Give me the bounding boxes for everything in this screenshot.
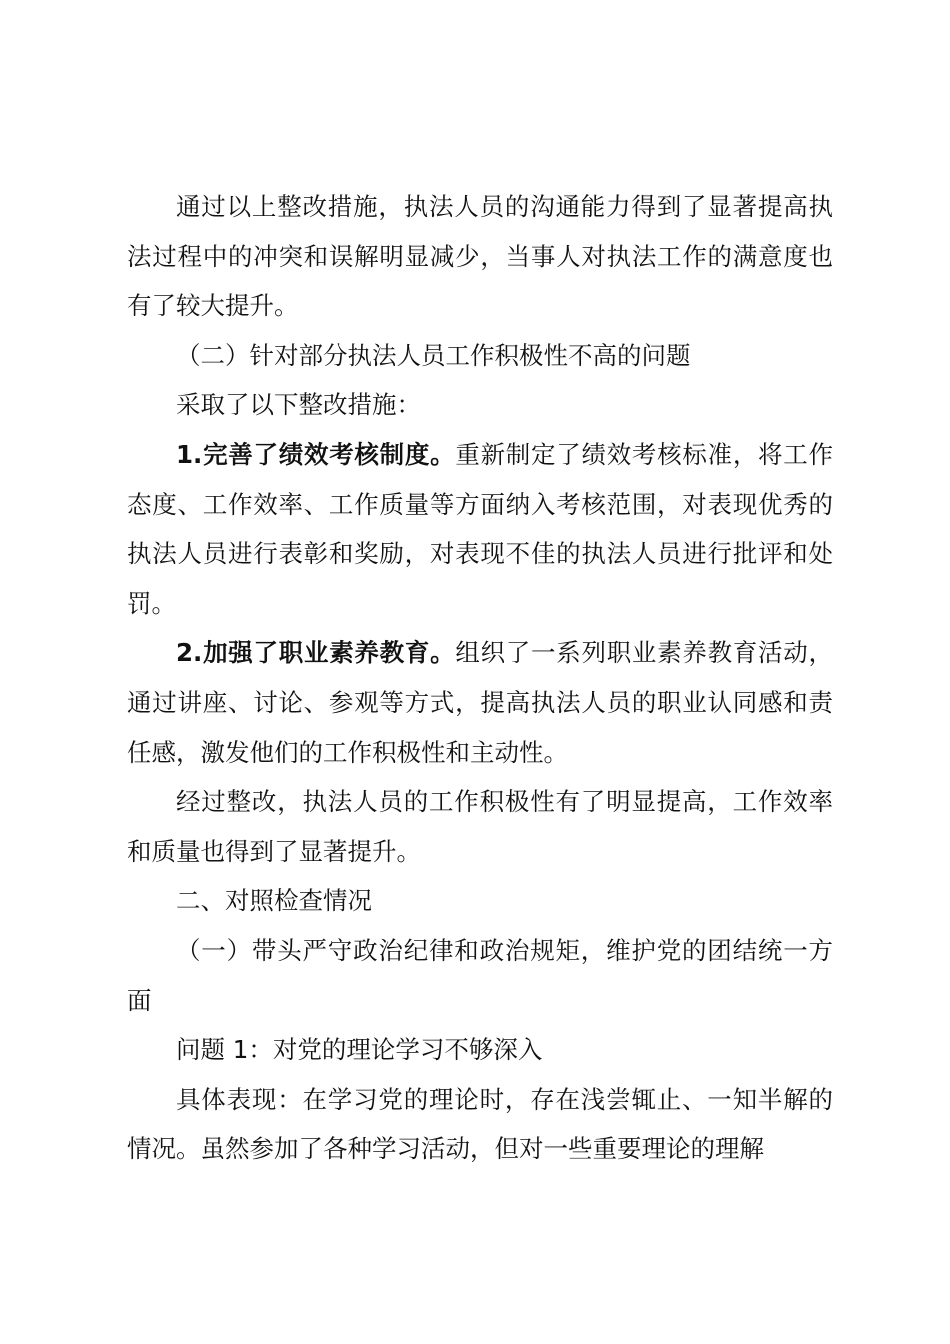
- paragraph-measures-intro: [127, 380, 833, 430]
- paragraph-measure-1: [127, 430, 833, 628]
- paragraph-text: 具体表现：在学习党的理论时，存在浅尝辄止、一知半解的情况。虽然参加了各种学习活动，但对一些重要理论的理解: [127, 1084, 833, 1164]
- paragraph-text: 通过以上整改措施，执法人员的沟通能力得到了显著提高执法过程中的冲突和误解明显减少，当事人对执法工作的满意度也有了较大提升。: [127, 192, 833, 321]
- paragraph-text: 组织了一系列职业素养教育活动，通过讲座、讨论、参观等方式，提高执法人员的职业认同感和责任感，激发他们的工作积极性和主动性。: [127, 638, 834, 767]
- paragraph-problem-1-detail: [127, 1075, 833, 1174]
- paragraph-text: 采取了以下整改措施：: [176, 390, 421, 420]
- paragraph-enthusiasm-result: [127, 777, 833, 876]
- problem-1-heading: [127, 1025, 833, 1075]
- paragraph-text: （一）带头严守政治纪律和政治规矩，维护党的团结统一方面: [127, 935, 833, 1015]
- paragraph-text: 二、对照检查情况: [176, 886, 372, 916]
- section-heading-work-enthusiasm: [127, 331, 833, 381]
- section-heading-discipline: [127, 926, 833, 1025]
- measure-1-title: 1.完善了绩效考核制度。: [176, 439, 456, 469]
- measure-2-title: 2.加强了职业素养教育。: [176, 638, 456, 668]
- paragraph-text: 重新制定了绩效考核标准，将工作态度、工作效率、工作质量等方面纳入考核范围，对表现优秀的执法人员进行表彰和奖励，对表现不佳的执法人员进行批评和处罚。: [127, 439, 834, 618]
- section-heading-check: [127, 876, 833, 926]
- paragraph-measure-2: [127, 628, 833, 777]
- paragraph-text: 问题 1：对党的理论学习不够深入: [176, 1035, 543, 1065]
- paragraph-text: 经过整改，执法人员的工作积极性有了明显提高，工作效率和质量也得到了显著提升。: [127, 787, 833, 866]
- paragraph-rectification-result: [127, 182, 833, 331]
- document-page: [127, 182, 833, 1174]
- paragraph-text: （二）针对部分执法人员工作积极性不高的问题: [176, 340, 691, 370]
